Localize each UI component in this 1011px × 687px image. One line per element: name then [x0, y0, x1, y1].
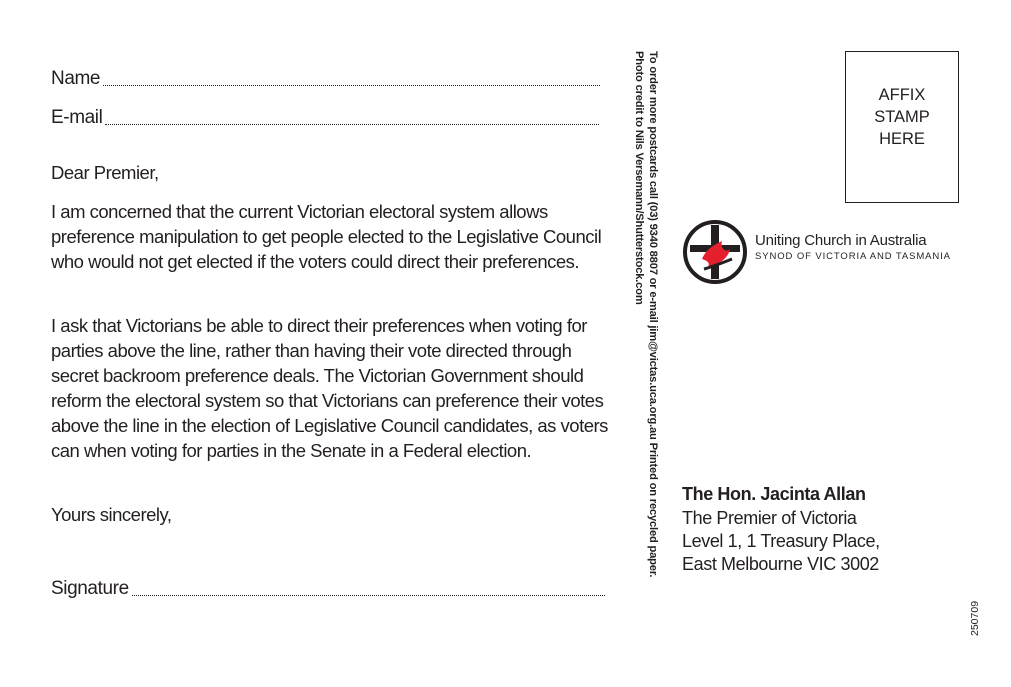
email-line — [105, 124, 599, 125]
email-field[interactable] — [51, 107, 599, 129]
stamp-text-2: STAMP — [874, 108, 930, 126]
address-line-1: Level 1, 1 Treasury Place, — [682, 531, 880, 551]
recipient-title: The Premier of Victoria — [682, 508, 857, 528]
name-line — [103, 85, 600, 86]
address-line-2: East Melbourne VIC 3002 — [682, 554, 879, 574]
signature-field[interactable] — [51, 578, 605, 600]
paragraph-1: I am concerned that the current Victorian electoral system allows preference manipulation to get people elected to the Legislative Council who would not get elected if the voters could direct their preferences. — [51, 201, 602, 272]
stamp-text-3: HERE — [879, 130, 925, 148]
stamp-box — [845, 51, 959, 203]
stamp-text-1: AFFIX — [878, 86, 926, 104]
logo-subtitle: SYNOD OF VICTORIA AND TASMANIA — [755, 251, 951, 262]
photo-credit: Photo credit to Nils Versemann/Shutterstock.com — [633, 51, 645, 305]
uniting-church-icon — [682, 219, 748, 285]
order-info: To order more postcards call (03) 9340 8807 or e-mail jim@victas.uca.org.au Printed on recycled paper. — [647, 51, 659, 578]
salutation: Dear Premier, — [51, 162, 159, 183]
signature-label: Signature — [51, 578, 129, 599]
signature-line — [132, 595, 605, 596]
logo-name: Uniting Church in Australia — [755, 232, 927, 249]
side-text — [632, 51, 660, 577]
name-label: Name — [51, 68, 101, 89]
email-label: E-mail — [51, 107, 103, 128]
print-code: 250709 — [969, 600, 981, 636]
name-field[interactable] — [51, 68, 600, 90]
closing: Yours sincerely, — [51, 504, 172, 525]
recipient-name: The Hon. Jacinta Allan — [682, 484, 866, 504]
paragraph-2: I ask that Victorians be able to direct their preferences when voting for parties above the line, rather than having their vote directed through secret backroom preference deals. The Victorian Government should reform the electoral system so that Victorians can preference their votes above the line in the election of Legislative Council candidates, as voters can when voting for parties in the Senate in a Federal election. — [51, 315, 608, 461]
